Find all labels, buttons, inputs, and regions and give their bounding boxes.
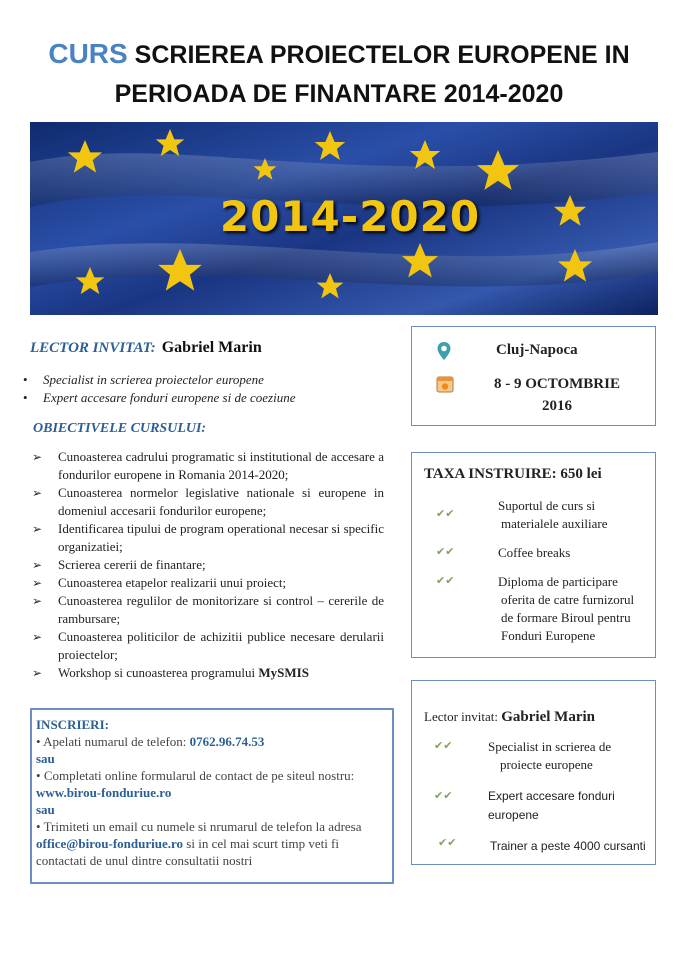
date-line-1: 8 - 9 OCTOMBRIE <box>494 376 620 392</box>
lector-box-item-1 <box>488 738 611 774</box>
eu-flag-banner <box>30 122 658 315</box>
sau-2: sau <box>36 802 55 817</box>
list-item: ➢ Cunoasterea politicilor de achizitii publice necesare derularii proiectelor; <box>32 628 384 664</box>
email-suffix: si in cel mai scurt timp veti fi contactati de unul dintre consultatii nostri <box>36 836 339 868</box>
lector-box-heading <box>424 709 595 726</box>
lector-name: Gabriel Marin <box>161 339 262 356</box>
lector-box-item-1-line-2: proiecte europene <box>500 757 593 772</box>
lector-box-name: Gabriel Marin <box>501 709 596 725</box>
taxa-item-3-line-3: de formare Biroul pentru <box>501 610 631 625</box>
email-link[interactable]: office@birou-fonduriue.ro <box>36 836 184 851</box>
lector-bullets <box>23 371 295 407</box>
email-line: • Trimiteti un email cu numele si nrumarul de telefon la adresa office@birou-fonduriue.ro si in cel mai scurt timp veti fi contactati de unul dintre consultatii nostri <box>36 819 362 868</box>
page-title-line1 <box>0 38 678 70</box>
taxa-item-3-line-2: oferita de catre furnizorul <box>501 592 635 607</box>
site-line: • Completati online formularul de contact de pe siteul nostru: www.birou-fonduriue.ro <box>36 768 355 800</box>
city-text: Cluj-Napoca <box>496 342 578 358</box>
curs-label: CURS <box>48 38 128 69</box>
list-item: • Expert accesare fonduri europene si de coeziune <box>23 389 295 407</box>
sau-1: sau <box>36 751 55 766</box>
list-item: ➢ Cunoasterea regulilor de monitorizare si control – cererile de rambursare; <box>32 592 384 628</box>
check-icon: ✔✔ <box>434 739 453 752</box>
lector-heading <box>30 339 262 357</box>
email-label: Trimiteti un email cu numele si nrumarul de telefon la adresa <box>43 819 362 834</box>
check-icon: ✔✔ <box>434 789 453 802</box>
lector-box-item-3: Trainer a peste 4000 cursanti <box>490 839 646 853</box>
phone-label: Apelati numarul de telefon: <box>43 734 187 749</box>
site-link[interactable]: www.birou-fonduriue.ro <box>36 785 172 800</box>
check-icon: ✔✔ <box>438 836 457 849</box>
location-box <box>411 326 656 426</box>
taxa-box <box>411 452 656 658</box>
list-item: ➢ Cunoasterea cadrului programatic si institutional de accesare a fondurilor europene in Romania 2014-2020; <box>32 448 384 484</box>
title-text-1: SCRIEREA PROIECTELOR EUROPENE IN <box>134 41 630 69</box>
date-text <box>472 373 642 417</box>
objectives-title: OBIECTIVELE CURSULUI: <box>33 421 207 436</box>
objectives-list <box>32 448 384 682</box>
taxa-item-1-line-1: Suportul de curs si <box>498 498 596 513</box>
lector-box-item-2-line-1: Expert accesare fonduri <box>488 789 615 803</box>
lector-box <box>411 680 656 865</box>
lector-box-item-2 <box>488 787 615 825</box>
site-label: Completati online formularul de contact de pe siteul nostru: <box>43 768 355 783</box>
list-item: ➢ Scrierea cererii de finantare; <box>32 556 384 574</box>
list-item: ➢ Identificarea tipului de program operational necesar si specific organizatiei; <box>32 520 384 556</box>
inscrieri-box <box>30 708 394 884</box>
lector-box-item-1-line-1: Specialist in scrierea de <box>488 739 612 754</box>
check-icon: ✔✔ <box>436 545 455 558</box>
calendar-icon <box>436 375 454 393</box>
taxa-item-3 <box>498 573 634 645</box>
list-item: • Specialist in scrierea proiectelor europene <box>23 371 295 389</box>
workshop-text: Workshop si cunoasterea programului <box>58 665 256 680</box>
banner-year-text: 2014-2020 <box>219 192 481 241</box>
list-item: ➢ Cunoasterea normelor legislative nationale si europene in domeniul accesarii fondurilor europene; <box>32 484 384 520</box>
lector-box-label: Lector invitat: <box>424 709 499 724</box>
lector-label: LECTOR INVITAT: <box>30 340 156 356</box>
inscrieri-title: INSCRIERI: <box>36 717 109 732</box>
taxa-item-1 <box>498 497 607 533</box>
phone-line: • Apelati numarul de telefon: 0762.96.74.53 <box>36 734 265 749</box>
map-pin-icon <box>436 341 452 361</box>
phone-link[interactable]: 0762.96.74.53 <box>189 734 265 749</box>
mysmis-label: MySMIS <box>258 665 309 680</box>
lector-box-item-2-line-2: europene <box>488 808 539 822</box>
taxa-item-1-line-2: materialele auxiliare <box>501 516 608 531</box>
page-title-line2: PERIOADA DE FINANTARE 2014-2020 <box>114 80 564 108</box>
taxa-item-3-line-4: Fonduri Europene <box>501 628 596 643</box>
taxa-item-2: Coffee breaks <box>498 545 571 560</box>
taxa-label: TAXA INSTRUIRE: 650 lei <box>424 466 602 482</box>
check-icon: ✔✔ <box>436 574 455 587</box>
list-item: ➢ Cunoasterea etapelor realizarii unui proiect; <box>32 574 384 592</box>
date-line-2: 2016 <box>542 398 572 414</box>
taxa-item-3-line-1: Diploma de participare <box>498 574 618 589</box>
list-item <box>32 664 384 682</box>
check-icon: ✔✔ <box>436 507 455 520</box>
